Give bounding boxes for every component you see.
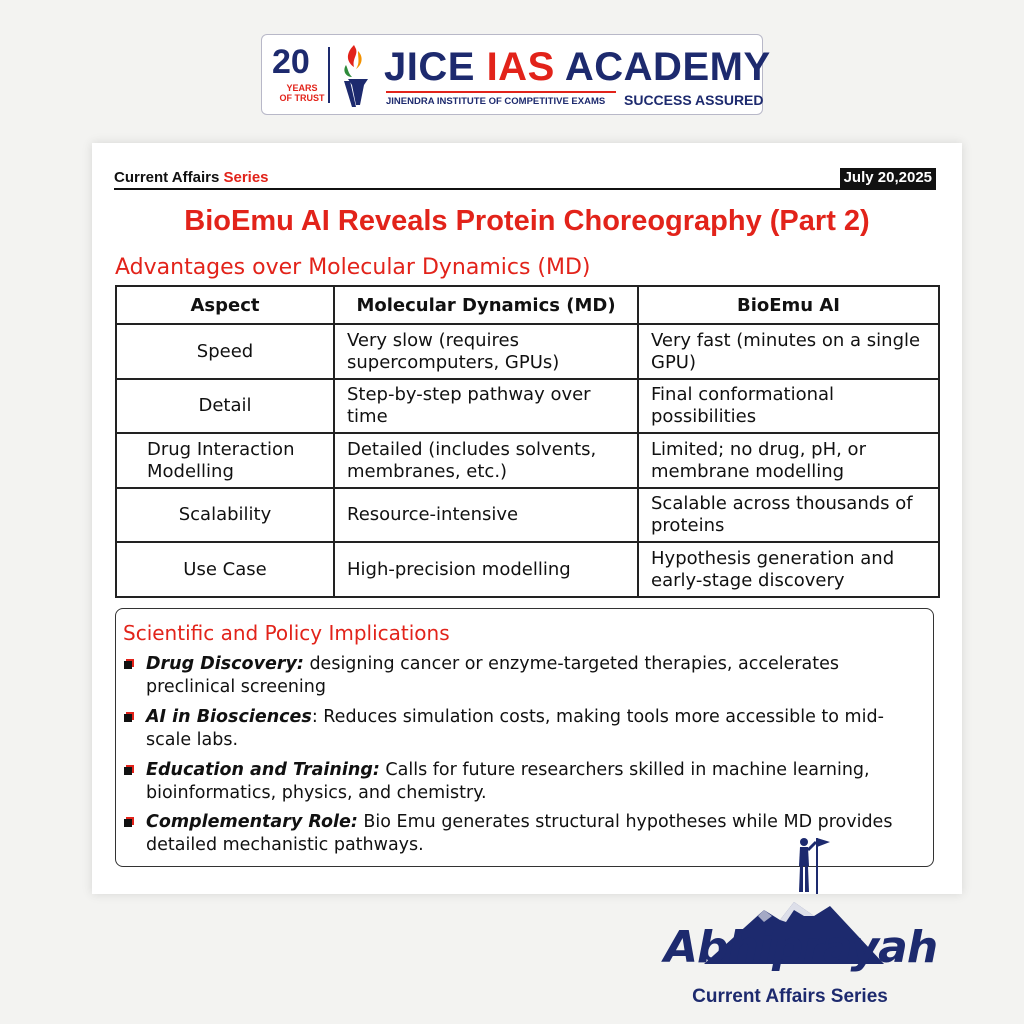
list-item-text: Bio Emu generates structural hypotheses while MD provides detailed mechanistic pathways. [146,812,893,855]
list-item-term: Education and Training: [146,760,380,780]
table-cell-aspect: Use Case [116,542,334,597]
series-label [114,169,269,186]
square-bullet-icon [124,712,134,722]
series-label-text: Current Affairs [114,169,220,186]
table-header-aspect: Aspect [116,286,334,324]
logo-title [384,45,771,89]
brand-series-label: Current Affairs Series [692,986,888,1007]
list-item-text: : Reduces simulation costs, making tools more accessible to mid-scale labs. [146,707,884,750]
table-cell-md: Detailed (includes solvents, membranes, etc.) [334,433,638,488]
list-item-text: Calls for future researchers skilled in machine learning, bioinformatics, physics, and chemistry. [146,760,870,803]
page-title: BioEmu AI Reveals Protein Choreography (Part 2) [184,205,870,237]
logo-divider [328,47,330,103]
implications-title: Scientific and Policy Implications [123,621,450,645]
table-cell-md: Very slow (requires supercomputers, GPUs) [334,324,638,379]
list-item-term: AI in Biosciences [146,707,312,727]
table-cell-aspect: Drug Interaction Modelling [116,433,334,488]
table-row [116,324,939,379]
table-cell-aspect: Speed [116,324,334,379]
table-row [116,379,939,433]
academy-logo [261,34,771,115]
table-row [116,488,939,542]
list-item-term: Complementary Role: [146,812,358,832]
table-cell-bioemu: Limited; no drug, pH, or membrane modelling [638,433,939,488]
series-label-accent: Series [223,169,269,186]
table-row [116,433,939,488]
table-cell-bioemu: Scalable across thousands of proteins [638,488,939,542]
table-cell-md: Resource-intensive [334,488,638,542]
date-badge: July 20,2025 [840,168,936,188]
logo-title-ias: IAS [486,45,555,89]
table-header-row [116,286,939,324]
section-title: Advantages over Molecular Dynamics (MD) [115,255,591,280]
table-cell-md: Step-by-step pathway over time [334,379,638,433]
table-cell-bioemu: Hypothesis generation and early-stage discovery [638,542,939,597]
logo-title-academy: ACADEMY [564,45,771,89]
header-rule [114,188,936,190]
table-cell-aspect: Detail [116,379,334,433]
table-cell-bioemu: Very fast (minutes on a single GPU) [638,324,939,379]
logo-subtitle: JINENDRA INSTITUTE OF COMPETITIVE EXAMS [386,96,606,107]
logo-years-line2: OF TRUST [279,93,325,103]
list-item [146,653,916,699]
square-bullet-icon [124,659,134,669]
torch-emblem-icon [334,41,380,111]
list-item-term: Drug Discovery: [146,654,304,674]
square-bullet-icon [124,817,134,827]
table-row [116,542,939,597]
list-item-text: designing cancer or enzyme-targeted therapies, accelerates preclinical screening [146,654,839,697]
table-cell-md: High-precision modelling [334,542,638,597]
content-card [92,143,962,894]
logo-tagline: SUCCESS ASSURED [624,92,764,108]
table-cell-bioemu: Final conformational possibilities [638,379,939,433]
logo-years-line1: YEARS [286,83,318,93]
logo-years-number: 20 [272,43,310,81]
table-header-md: Molecular Dynamics (MD) [334,286,638,324]
logo-underline [386,91,616,93]
brand-wordmark: Abhiprayah [664,922,938,973]
table-cell-aspect: Scalability [116,488,334,542]
square-bullet-icon [124,765,134,775]
list-item [146,759,916,805]
implications-box [115,608,934,867]
list-item [146,706,916,752]
comparison-table [115,285,940,598]
logo-years-text [274,83,330,103]
table-header-bioemu: BioEmu AI [638,286,939,324]
logo-title-jice: JICE [384,45,475,89]
